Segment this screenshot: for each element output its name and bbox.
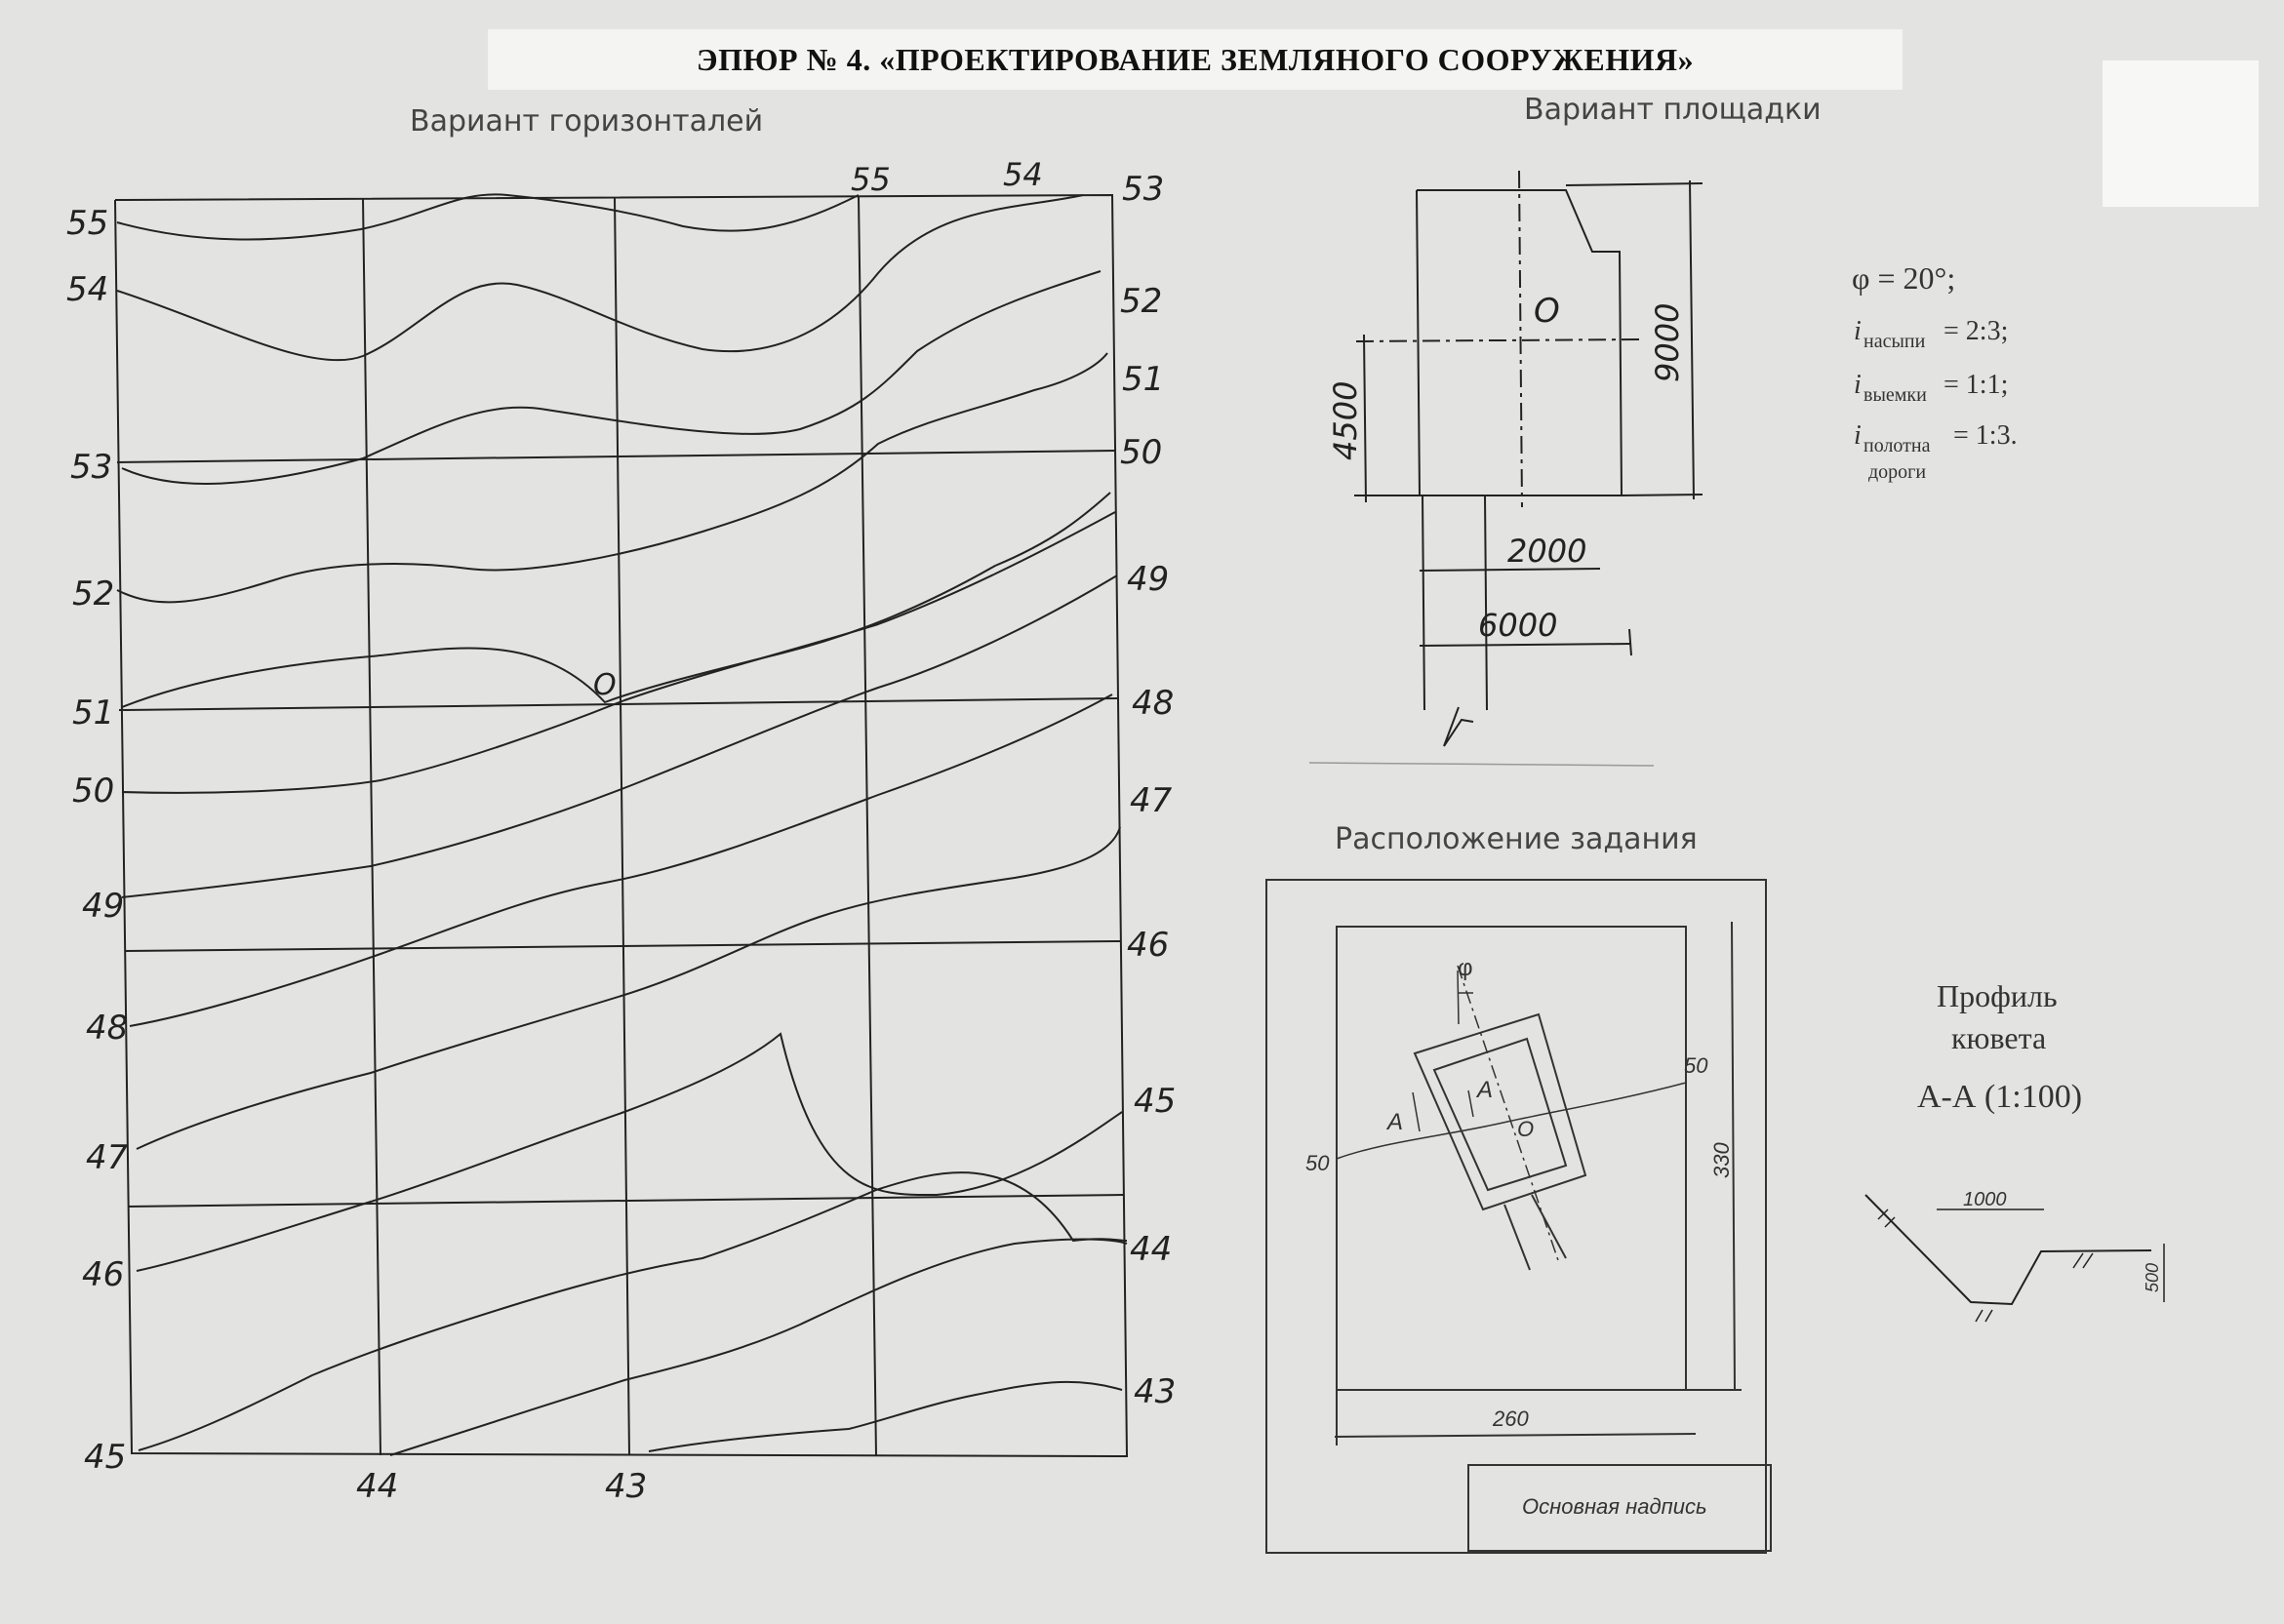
layout-height-dim: 330	[1709, 1142, 1734, 1178]
param-cut-val: = 1:1;	[1943, 370, 2009, 400]
grid-vline-3	[859, 196, 876, 1456]
ditch-caption-1: Профиль	[1937, 978, 2058, 1013]
dim-2000-label: 2000	[1507, 533, 1587, 570]
ditch-width-label: 1000	[1963, 1189, 2007, 1210]
left-label-52: 52	[72, 574, 115, 614]
hatch-1	[1878, 1209, 1888, 1219]
contour-47	[137, 827, 1120, 1149]
parameters-block	[1852, 260, 2018, 483]
contour-labels-right	[1120, 170, 1176, 1411]
layout-sheet	[1266, 880, 1771, 1553]
param-embankment-sub: насыпи	[1863, 331, 1926, 352]
bottom-label-44: 44	[356, 1467, 399, 1506]
layout-contour-right: 50	[1684, 1053, 1708, 1078]
section-a-left-arrow	[1413, 1092, 1420, 1131]
ditch-outline	[1865, 1195, 2151, 1304]
right-label-45: 45	[1134, 1082, 1177, 1121]
page-title: ЭПЮР № 4. «ПРОЕКТИРОВАНИЕ ЗЕМЛЯНОГО СООРУЖЕНИЯ»	[696, 41, 1695, 77]
layout-width-dim: 260	[1493, 1406, 1529, 1431]
contour-54	[117, 195, 1083, 360]
top-label-55: 55	[851, 161, 891, 198]
map-center-point: O	[593, 668, 617, 702]
layout-contour-left: 50	[1305, 1151, 1330, 1175]
dim-9000-label: 9000	[1649, 302, 1686, 382]
ditch-section: А-А (1:100)	[1917, 1079, 2083, 1115]
section-a-right: A	[1477, 1077, 1494, 1103]
right-label-50: 50	[1120, 433, 1163, 472]
contour-46	[137, 1034, 1122, 1271]
contour-45	[139, 1172, 1127, 1450]
right-label-44: 44	[1130, 1230, 1173, 1269]
left-label-45: 45	[84, 1438, 127, 1477]
param-phi: φ = 20°;	[1852, 260, 1956, 296]
left-label-48: 48	[86, 1009, 129, 1048]
right-label-53: 53	[1122, 170, 1165, 209]
dim-6000-label: 6000	[1478, 607, 1558, 644]
ditch-depth-label: 500	[2143, 1262, 2162, 1292]
contour-map-caption: Вариант горизонталей	[410, 104, 764, 139]
param-road-sub1: полотна	[1863, 435, 1931, 456]
right-label-46: 46	[1127, 926, 1170, 965]
section-a-left: A	[1387, 1109, 1404, 1135]
dim-4500-line	[1364, 335, 1366, 502]
platform-outline	[1417, 190, 1622, 495]
platform-leg-right	[1485, 495, 1487, 710]
width-dim-line	[1335, 1434, 1696, 1437]
bottom-label-43: 43	[605, 1467, 648, 1506]
left-label-51: 51	[72, 693, 115, 733]
param-i-cut: i	[1854, 370, 1862, 400]
grid-hline-1	[117, 451, 1115, 462]
param-road-val: = 1:3.	[1953, 420, 2018, 451]
contour-labels-bottom	[356, 1467, 647, 1506]
contour-44	[390, 1239, 1127, 1455]
left-label-55: 55	[66, 204, 109, 243]
inner-frame	[1337, 927, 1686, 1390]
road-left	[1504, 1205, 1530, 1270]
right-label-49: 49	[1127, 560, 1170, 599]
left-label-47: 47	[86, 1138, 129, 1177]
left-label-49: 49	[82, 887, 125, 926]
platform-caption: Вариант площадки	[1524, 93, 1822, 127]
right-label-47: 47	[1130, 781, 1173, 820]
platform-leg-left	[1422, 495, 1424, 710]
ditch-profile	[1865, 1195, 2164, 1322]
hatch-4	[1985, 1310, 1992, 1322]
top-label-54: 54	[1003, 156, 1043, 193]
dim-9000-line	[1690, 180, 1694, 499]
right-label-51: 51	[1122, 360, 1165, 399]
contour-55	[117, 194, 859, 239]
left-label-54: 54	[66, 270, 109, 309]
grid-hline-2	[119, 698, 1118, 710]
grid-vline-2	[615, 197, 629, 1455]
right-label-48: 48	[1132, 684, 1175, 723]
hatch-3	[1976, 1310, 1983, 1322]
left-label-53: 53	[70, 448, 113, 487]
contour-labels-top	[851, 156, 1043, 198]
param-embankment-val: = 2:3;	[1943, 316, 2009, 346]
dim-6000-ext	[1629, 629, 1631, 655]
left-label-50: 50	[72, 772, 115, 811]
right-label-52: 52	[1120, 282, 1163, 321]
hatch-6	[2083, 1253, 2093, 1268]
platform-drawing	[1309, 171, 1703, 766]
tilted-platform-outer	[1415, 1014, 1585, 1209]
contour-labels-left	[66, 204, 129, 1477]
section-a-right-arrow	[1468, 1090, 1473, 1117]
platform-axis-h	[1356, 339, 1639, 341]
dim-9000-ext-top	[1566, 183, 1703, 185]
grid-vline-1	[363, 198, 381, 1455]
layout-caption: Расположение задания	[1335, 822, 1698, 856]
contour-52	[117, 353, 1107, 602]
param-i-embankment: i	[1854, 316, 1862, 346]
ditch-caption-2: кювета	[1951, 1020, 2047, 1055]
param-cut-sub: выемки	[1863, 384, 1927, 406]
platform-axis-v	[1519, 171, 1522, 507]
tilted-platform-inner	[1434, 1039, 1566, 1190]
left-label-46: 46	[82, 1255, 125, 1294]
hatch-5	[2073, 1253, 2083, 1268]
break-line	[1444, 707, 1473, 746]
right-label-43: 43	[1134, 1372, 1177, 1411]
road-right	[1532, 1195, 1566, 1258]
layout-stamp: Основная надпись	[1522, 1494, 1707, 1519]
param-road-sub2: дороги	[1868, 461, 1927, 483]
outer-frame	[1266, 880, 1766, 1553]
platform-center: O	[1534, 292, 1560, 331]
layout-center: O	[1517, 1117, 1535, 1141]
dim-6000-line	[1420, 644, 1631, 646]
layout-phi: φ	[1458, 955, 1473, 981]
param-i-road: i	[1854, 420, 1862, 451]
contour-map	[115, 194, 1127, 1456]
dim-4500-label: 4500	[1327, 380, 1364, 460]
contour-43	[649, 1382, 1122, 1451]
sheet-divider	[1309, 763, 1654, 766]
